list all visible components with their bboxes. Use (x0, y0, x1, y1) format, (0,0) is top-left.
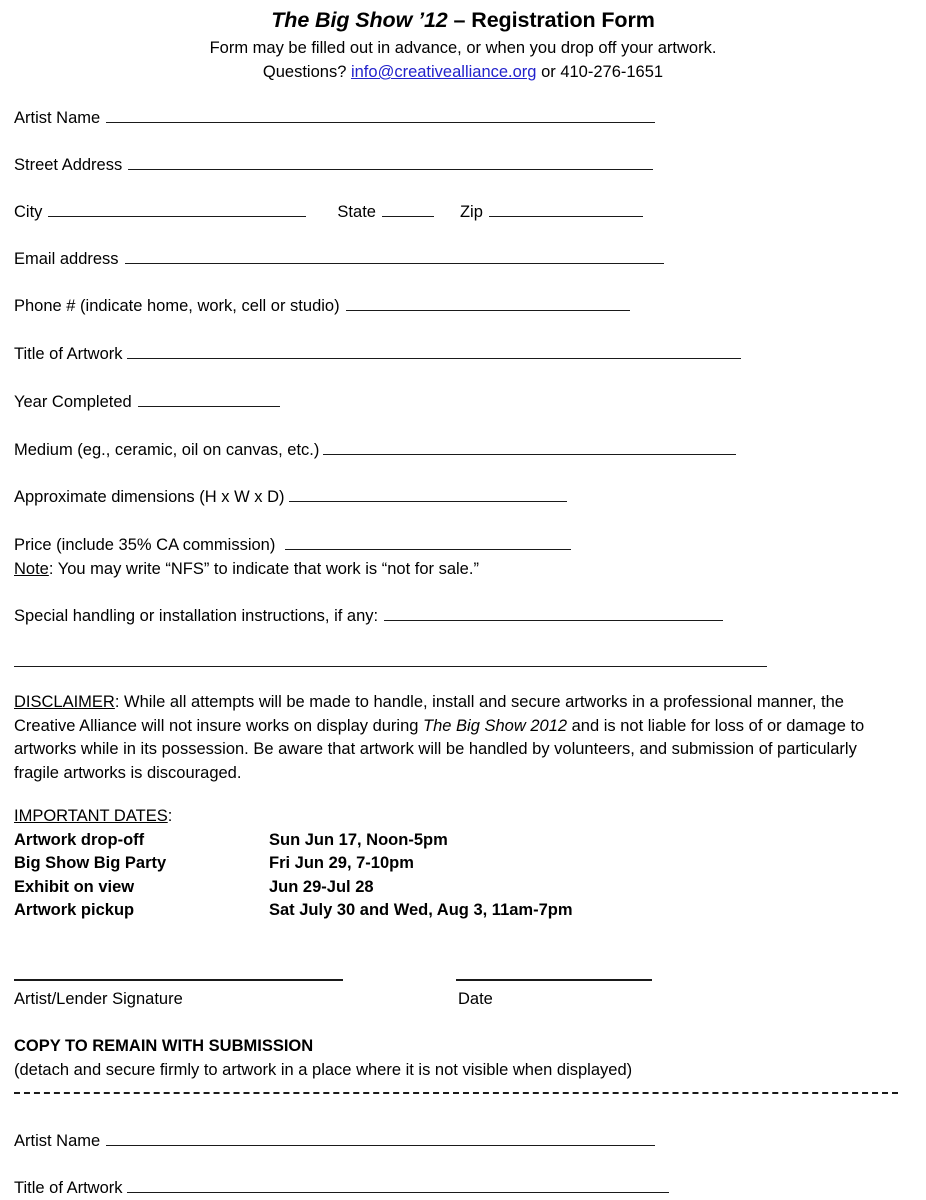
field-label-artist-name: Artist Name (14, 109, 101, 127)
field-label-special-handling: Special handling or installation instructions, if any: (14, 607, 379, 625)
input-phone[interactable] (346, 297, 630, 311)
input-street-address[interactable] (128, 156, 653, 170)
date-label: Big Show Big Party (14, 854, 167, 872)
important-dates-heading (14, 805, 573, 829)
contact-line (0, 60, 926, 84)
form-header (0, 0, 926, 84)
field-email-address (14, 249, 664, 269)
important-dates-table (14, 829, 573, 923)
page-title (0, 7, 926, 33)
important-dates-section (14, 805, 573, 923)
field-artist-name (14, 108, 655, 128)
price-note (14, 559, 479, 579)
important-dates-heading-text: IMPORTANT DATES (14, 807, 168, 825)
field-label-dimensions: Approximate dimensions (H x W x D) (14, 488, 285, 506)
input-email-address[interactable] (125, 250, 664, 264)
field-city-state-zip (14, 202, 643, 222)
disclaimer-paragraph (14, 691, 894, 785)
disclaimer-show-name: The Big Show 2012 (423, 716, 568, 735)
field-label-price: Price (include 35% CA commission) (14, 536, 276, 554)
field-price (14, 535, 571, 555)
page-title-suffix: – Registration Form (447, 8, 655, 32)
input-artist-signature[interactable] (14, 979, 343, 981)
signature-date-caption: Date (458, 990, 493, 1008)
field-phone (14, 296, 630, 316)
input-dimensions[interactable] (289, 488, 567, 502)
field-special-handling (14, 606, 723, 626)
input-signature-date[interactable] (456, 979, 652, 981)
date-label: Exhibit on view (14, 877, 135, 896)
table-row (14, 852, 573, 876)
email-link[interactable]: info@creativealliance.org (350, 63, 537, 81)
input-price[interactable] (285, 536, 571, 550)
page-title-show-name: The Big Show ’12 (271, 8, 448, 32)
field-label-email-address: Email address (14, 250, 119, 268)
field-label-state: State (337, 203, 376, 221)
field-label-title-of-artwork: Title of Artwork (14, 345, 123, 363)
input-special-handling[interactable] (384, 607, 723, 621)
stub-input-artist-name[interactable] (106, 1132, 655, 1146)
field-title-of-artwork (14, 344, 741, 364)
field-label-medium: Medium (eg., ceramic, oil on canvas, etc.) (14, 441, 320, 459)
input-year-completed[interactable] (138, 393, 280, 407)
disclaimer-part-2: and is not liable for loss of or damage to artworks while in its possession. Be aware that artwork will be handled by volunteers, and submission of particularly fragile artworks is discouraged. (14, 716, 865, 782)
field-label-year-completed: Year Completed (14, 393, 132, 411)
field-medium (14, 440, 736, 460)
artist-signature-caption: Artist/Lender Signature (14, 990, 183, 1008)
copy-notice-subtext: (detach and secure firmly to artwork in a place where it is not visible when displayed) (14, 1061, 633, 1079)
tear-off-divider (14, 1092, 898, 1094)
field-label-phone: Phone # (indicate home, work, cell or studio) (14, 297, 340, 315)
date-value: Jun 29-Jul 28 (269, 877, 374, 896)
table-row (14, 829, 573, 853)
input-special-handling-line-2[interactable] (14, 666, 767, 667)
date-value: Fri Jun 29, 7-10pm (269, 854, 414, 872)
input-medium[interactable] (323, 441, 736, 455)
field-label-zip: Zip (459, 203, 483, 221)
input-city[interactable] (48, 203, 306, 217)
table-row (14, 899, 573, 923)
field-year-completed (14, 392, 280, 412)
copy-notice-heading: COPY TO REMAIN WITH SUBMISSION (14, 1037, 314, 1055)
disclaimer-label: DISCLAIMER (14, 693, 115, 711)
table-row (14, 876, 573, 900)
input-state[interactable] (382, 203, 434, 217)
stub-field-artist-name (14, 1131, 655, 1151)
input-artist-name[interactable] (106, 109, 655, 123)
stub-field-title-of-artwork (14, 1178, 669, 1198)
input-zip[interactable] (489, 203, 643, 217)
important-dates-heading-colon: : (167, 807, 173, 825)
disclaimer-part-1: : While all attempts will be made to handle, install and secure artworks in a professional manner, the Creative Alliance will not insure works on display during (14, 693, 844, 735)
input-title-of-artwork[interactable] (127, 345, 741, 359)
price-note-label: Note (14, 560, 49, 578)
date-label: Artwork drop-off (14, 830, 145, 849)
field-street-address (14, 155, 653, 175)
date-value: Sat July 30 and Wed, Aug 3, 11am-7pm (269, 901, 573, 919)
field-label-street-address: Street Address (14, 156, 123, 174)
field-dimensions (14, 487, 567, 507)
price-note-text: : You may write “NFS” to indicate that work is “not for sale.” (48, 560, 479, 578)
stub-label-artist-name: Artist Name (14, 1132, 101, 1150)
questions-prefix: Questions? (262, 63, 351, 81)
date-label: Artwork pickup (14, 901, 135, 919)
form-subtitle: Form may be filled out in advance, or when you drop off your artwork. (209, 39, 717, 57)
field-label-city: City (14, 203, 43, 221)
questions-suffix: or 410-276-1651 (536, 63, 664, 81)
date-value: Sun Jun 17, Noon-5pm (269, 830, 448, 849)
stub-label-title-of-artwork: Title of Artwork (14, 1179, 123, 1197)
stub-input-title-of-artwork[interactable] (127, 1179, 669, 1193)
